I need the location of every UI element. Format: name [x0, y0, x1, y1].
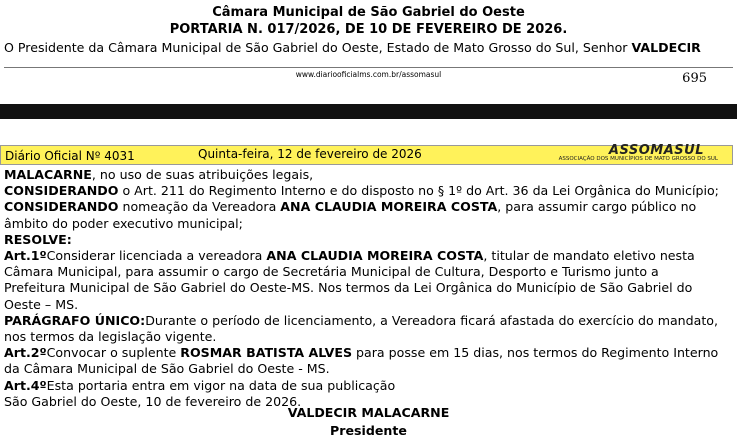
bold-art2-name: ROSMAR BATISTA ALVES: [180, 345, 353, 361]
header-divider: [4, 67, 733, 68]
paragraph-place-date: São Gabriel do Oeste, 10 de fevereiro de 2026.: [4, 393, 302, 409]
text-art4: Esta portaria entra em vigor na data de sua publicação: [46, 377, 396, 393]
bold-vereadora-name: ANA CLAUDIA MOREIRA COSTA: [280, 199, 498, 215]
text-art2b: para posse em 15 dias, nos termos do Regimento Interno da Câmara Municipal de São Gabriel do Oeste - MS.: [4, 345, 719, 377]
bold-art1-name: ANA CLAUDIA MOREIRA COSTA: [266, 248, 484, 264]
bold-paragrafo-unico: PARÁGRAFO ÚNICO:: [4, 312, 146, 328]
text-paragrafo-unico: Durante o período de licenciamento, a Vereadora ficará afastada do exercício do mandato, nos termos da legislação vigente.: [4, 312, 719, 345]
bold-resolve: RESOLVE:: [4, 231, 72, 247]
document-body: [4, 167, 724, 410]
intro-line: [4, 40, 701, 55]
diario-date: Quinta-feira, 12 de fevereiro de 2026: [198, 147, 422, 161]
paragraph-considerando-1: [4, 183, 724, 199]
paragraph-malacarne: [4, 167, 724, 183]
page-break-bar: [0, 104, 737, 119]
intro-text: O Presidente da Câmara Municipal de São Gabriel do Oeste, Estado de Mato Grosso do Sul, Senhor: [4, 40, 632, 55]
diario-number: Diário Oficial Nº 4031: [5, 149, 135, 163]
text-attributions: , no uso de suas atribuições legais,: [91, 167, 314, 182]
intro-name: VALDECIR: [631, 40, 701, 55]
bold-considerando-1: CONSIDERANDO: [4, 183, 119, 199]
page-url: www.diariooficialms.com.br/assomasul: [295, 70, 442, 79]
paragraph-considerando-2: [4, 199, 724, 231]
page-number: 695: [682, 71, 707, 86]
text-considerando-1: o Art. 211 do Regimento Interno e do disposto no § 1º do Art. 36 da Lei Orgânica do Município;: [118, 183, 719, 199]
text-considerando-2b: , para assumir cargo público no âmbito do poder executivo municipal;: [4, 199, 697, 231]
text-art1b: , titular de mandato eletivo nesta Câmara Municipal, para assumir o cargo de Secretária Municipal de Cultura, Desporto e Turismo junto a Prefeitura Municipal de São Gabriel do Oeste-MS. Nos termos da Lei Orgânica do Município de São Gabriel do Oeste – MS.: [4, 248, 695, 312]
text-art1a: Considerar licenciada a vereadora: [46, 248, 267, 264]
page-break-gap: [0, 119, 737, 145]
bold-considerando-2: CONSIDERANDO: [4, 199, 119, 215]
text-considerando-2a: nomeação da Vereadora: [118, 199, 281, 215]
paragraph-unico: [4, 313, 724, 345]
paragraph-art1: [4, 248, 724, 313]
bold-art4: Art.4º: [4, 377, 47, 393]
signature-name: VALDECIR MALACARNE: [287, 405, 450, 420]
portaria-title: PORTARIA N. 017/2026, DE 10 DE FEVEREIRO DE 2026.: [169, 22, 568, 37]
bold-art2: Art.2º: [4, 345, 47, 361]
diario-header-strip: [0, 145, 733, 165]
bold-malacarne: MALACARNE: [4, 167, 92, 182]
assomasul-logo: ASSOMASUL: [608, 143, 704, 158]
paragraph-art2: [4, 345, 724, 377]
signature-role: Presidente: [330, 423, 407, 438]
bold-art1: Art.1º: [4, 248, 47, 264]
paragraph-art4: [4, 378, 724, 394]
assomasul-subtitle: ASSOCIAÇÃO DOS MUNICÍPIOS DE MATO GROSSO DO SUL: [558, 156, 718, 162]
chamber-title: Câmara Municipal de São Gabriel do Oeste: [212, 5, 525, 20]
text-art2a: Convocar o suplente: [46, 345, 181, 361]
paragraph-resolve: [4, 232, 724, 248]
